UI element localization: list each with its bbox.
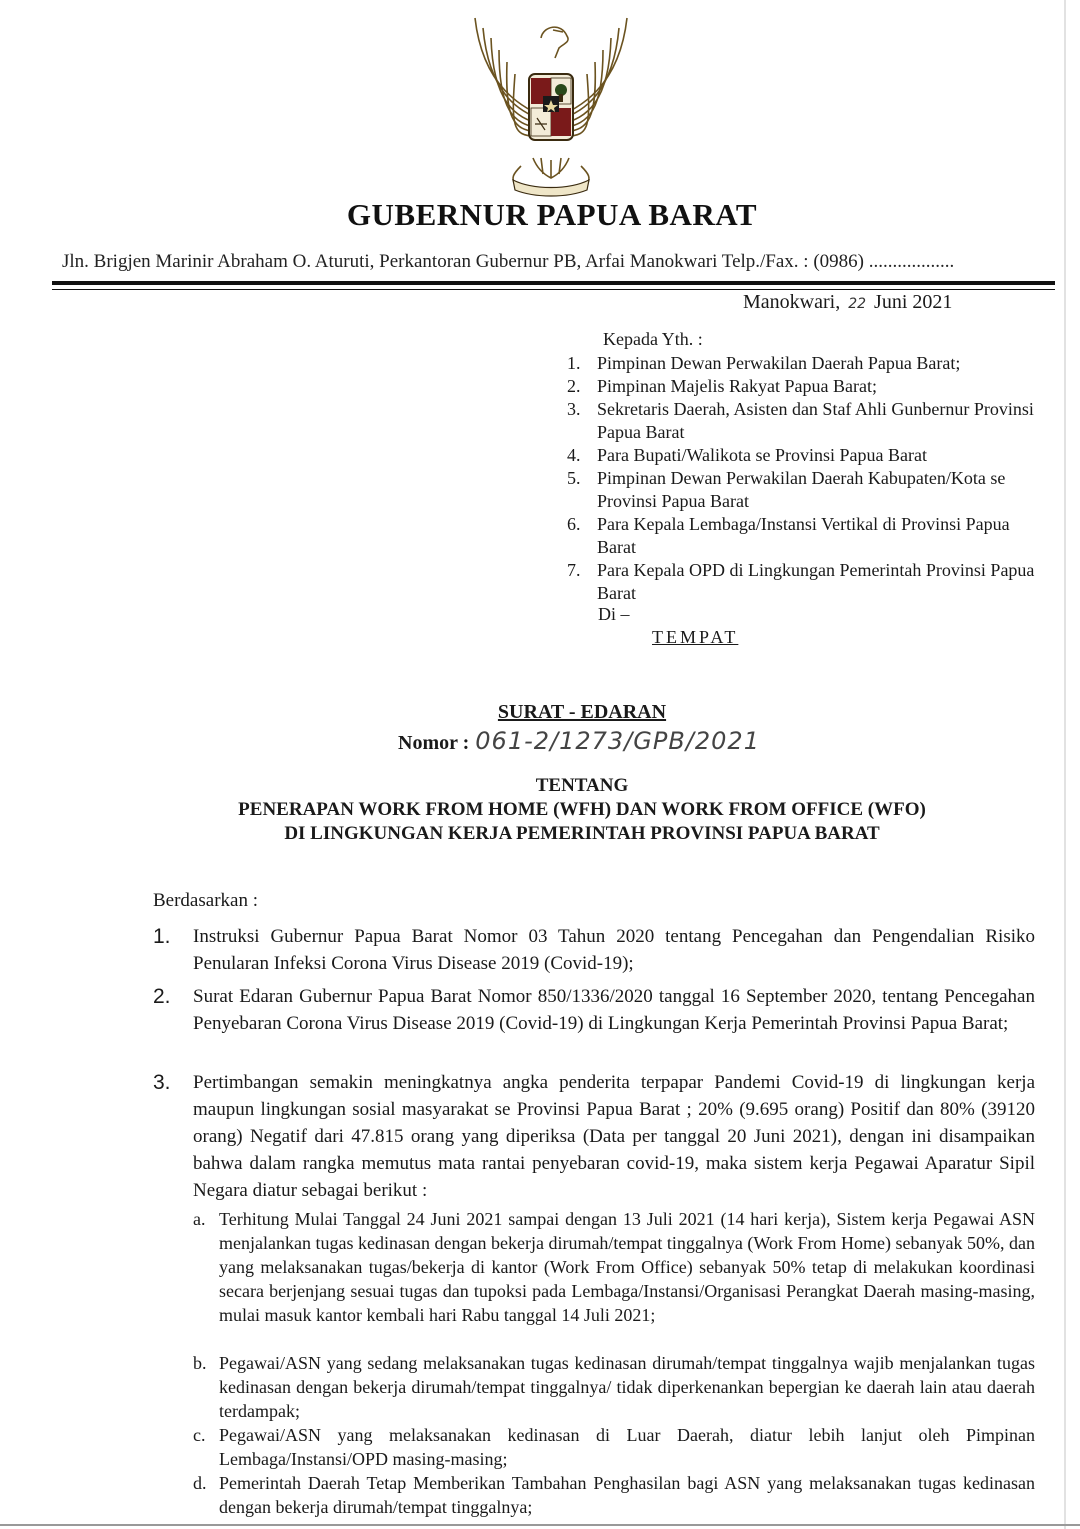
- recipient-number: 5.: [567, 468, 581, 488]
- body-subpoint-letter: b.: [193, 1353, 207, 1373]
- recipient-item: [567, 559, 1047, 605]
- body-point-number: 3.: [153, 1071, 171, 1094]
- recipient-item: [567, 375, 1047, 398]
- recipient-item: [567, 398, 1047, 444]
- recipient-number: 4.: [567, 445, 581, 465]
- body-intro: Berdasarkan :: [153, 890, 258, 911]
- body-point-number: 1.: [153, 925, 171, 948]
- recipient-number: 3.: [567, 399, 581, 419]
- subject-line-2: DI LINGKUNGAN KERJA PEMERINTAH PROVINSI PAPUA BARAT: [284, 823, 880, 844]
- recipient-item: [567, 513, 1047, 559]
- recipient-text: Para Kepala Lembaga/Instansi Vertikal di Provinsi Papua Barat: [597, 514, 1010, 557]
- date-month-year: Juni 2021: [874, 291, 953, 313]
- body-subpoint: [193, 1207, 1035, 1327]
- date-day-handwritten: 22: [848, 296, 867, 312]
- letter-number-label: Nomor :: [398, 732, 470, 754]
- garuda-emblem: [463, 8, 639, 198]
- scan-edge-bottom: [0, 1524, 1080, 1526]
- body-point-number: 2.: [153, 985, 171, 1008]
- recipients-tempat: TEMPAT: [652, 627, 739, 647]
- scan-edge-right: [1064, 0, 1066, 1529]
- letterhead-address: Jln. Brigjen Marinir Abraham O. Aturuti, Perkantoran Gubernur PB, Arfai Manokwari Telp./Fax. : (0986) ..................: [62, 251, 955, 272]
- body-point: [153, 923, 1035, 977]
- page-title: GUBERNUR PAPUA BARAT: [346, 197, 758, 232]
- body-point-text: Instruksi Gubernur Papua Barat Nomor 03 Tahun 2020 tentang Pencegahan dan Pengendalian Risiko Penularan Infeksi Corona Virus Disease 2019 (Covid-19);: [193, 926, 1035, 974]
- body-point: [153, 1069, 1035, 1204]
- letter-date: [743, 291, 952, 314]
- recipients-list: [567, 352, 1047, 605]
- date-city: Manokwari,: [743, 291, 841, 313]
- body-point-text: Surat Edaran Gubernur Papua Barat Nomor 850/1336/2020 tanggal 16 September 2020, tentang Pencegahan Penyebaran Corona Virus Disease 2019 (Covid-19) di Lingkungan Kerja Pemerintah Provinsi Papua Barat;: [193, 986, 1035, 1034]
- recipient-text: Sekretaris Daerah, Asisten dan Staf Ahli Gunbernur Provinsi Papua Barat: [597, 399, 1034, 442]
- body-subpoint-text: Terhitung Mulai Tanggal 24 Juni 2021 sampai dengan 13 Juli 2021 (14 hari kerja), Sistem kerja Pegawai ASN menjalankan tugas kedinasan dengan bekerja dirumah/tempat tinggalnya (Work From Home) sebanyak 50%, dan yang melaksanakan tugas/bekerja di kantor (Work From Office) sebanyak 50% tetap di melakukan koordinasi secara berjenjang sesuai tugas dan tupoksi pada Lembaga/Instansi/Organisasi Perangkat Daerah masing-masing, mulai masuk kantor kembali hari Rabu tanggal 14 Juli 2021;: [219, 1209, 1035, 1325]
- body-subpoint-letter: a.: [193, 1209, 206, 1229]
- body-subpoint-letter: c.: [193, 1425, 206, 1445]
- recipient-item: [567, 352, 1047, 375]
- letterhead-divider-thick: [52, 281, 1055, 285]
- letter-type-heading: SURAT - EDARAN: [497, 701, 667, 723]
- recipient-number: 2.: [567, 376, 581, 396]
- recipients-greeting: Kepada Yth. :: [603, 329, 703, 349]
- garuda-emblem-icon: [463, 8, 639, 198]
- recipient-text: Pimpinan Majelis Rakyat Papua Barat;: [597, 376, 877, 396]
- recipient-item: [567, 444, 1047, 467]
- body-point: [153, 983, 1035, 1037]
- recipient-text: Pimpinan Dewan Perwakilan Daerah Kabupaten/Kota se Provinsi Papua Barat: [597, 468, 1006, 511]
- recipient-number: 1.: [567, 353, 581, 373]
- body-subpoint-text: Pegawai/ASN yang sedang melaksanakan tugas kedinasan dirumah/tempat tinggalnya wajib menjalankan tugas kedinasan dengan bekerja dirumah/tempat tinggalnya/ tidak diperkenankan bepergian ke daerah lain atau daerah terdampak;: [219, 1353, 1035, 1421]
- letter-number: [398, 727, 760, 755]
- recipient-number: 6.: [567, 514, 581, 534]
- body-subpoint: [193, 1471, 1035, 1519]
- subject-line-1: PENERAPAN WORK FROM HOME (WFH) DAN WORK FROM OFFICE (WFO): [238, 799, 926, 820]
- body-subpoint-letter: d.: [193, 1473, 207, 1493]
- body-subpoint-text: Pegawai/ASN yang melaksanakan kedinasan di Luar Daerah, diatur lebih lanjut oleh Pimpinan Lembaga/Instansi/OPD masing-masing;: [219, 1425, 1035, 1469]
- body-subpoint: [193, 1423, 1035, 1471]
- recipient-number: 7.: [567, 560, 581, 580]
- recipient-text: Para Bupati/Walikota se Provinsi Papua Barat: [597, 445, 927, 465]
- body-point-text: Pertimbangan semakin meningkatnya angka penderita terpapar Pandemi Covid-19 di lingkungan kerja maupun lingkungan sosial masyarakat se Provinsi Papua Barat ; 20% (9.695 orang) Positif dan 80% (39120 orang) Negatif dari 47.815 orang yang diperiksa (Data per tanggal 20 Juni 2021), dengan ini disampaikan bahwa dalam rangka memutus mata rantai penyebaran covid-19, maka sistem kerja Pegawai Aparatur Sipil Negara diatur sebagai berikut :: [193, 1072, 1035, 1201]
- letterhead-divider-thin: [52, 289, 1055, 290]
- recipient-text: Para Kepala OPD di Lingkungan Pemerintah Provinsi Papua Barat: [597, 560, 1035, 603]
- body-subpoint: [193, 1351, 1035, 1423]
- recipient-item: [567, 467, 1047, 513]
- body-subpoint-text: Pemerintah Daerah Tetap Memberikan Tambahan Penghasilan bagi ASN yang melaksanakan tugas kedinasan dengan bekerja dirumah/tempat tinggalnya;: [219, 1473, 1035, 1517]
- recipients-di: Di –: [598, 604, 630, 624]
- recipient-text: Pimpinan Dewan Perwakilan Daerah Papua Barat;: [597, 353, 961, 373]
- tentang-heading: TENTANG: [535, 775, 629, 796]
- letter-number-handwritten: 061-2/1273/GPB/2021: [475, 727, 760, 755]
